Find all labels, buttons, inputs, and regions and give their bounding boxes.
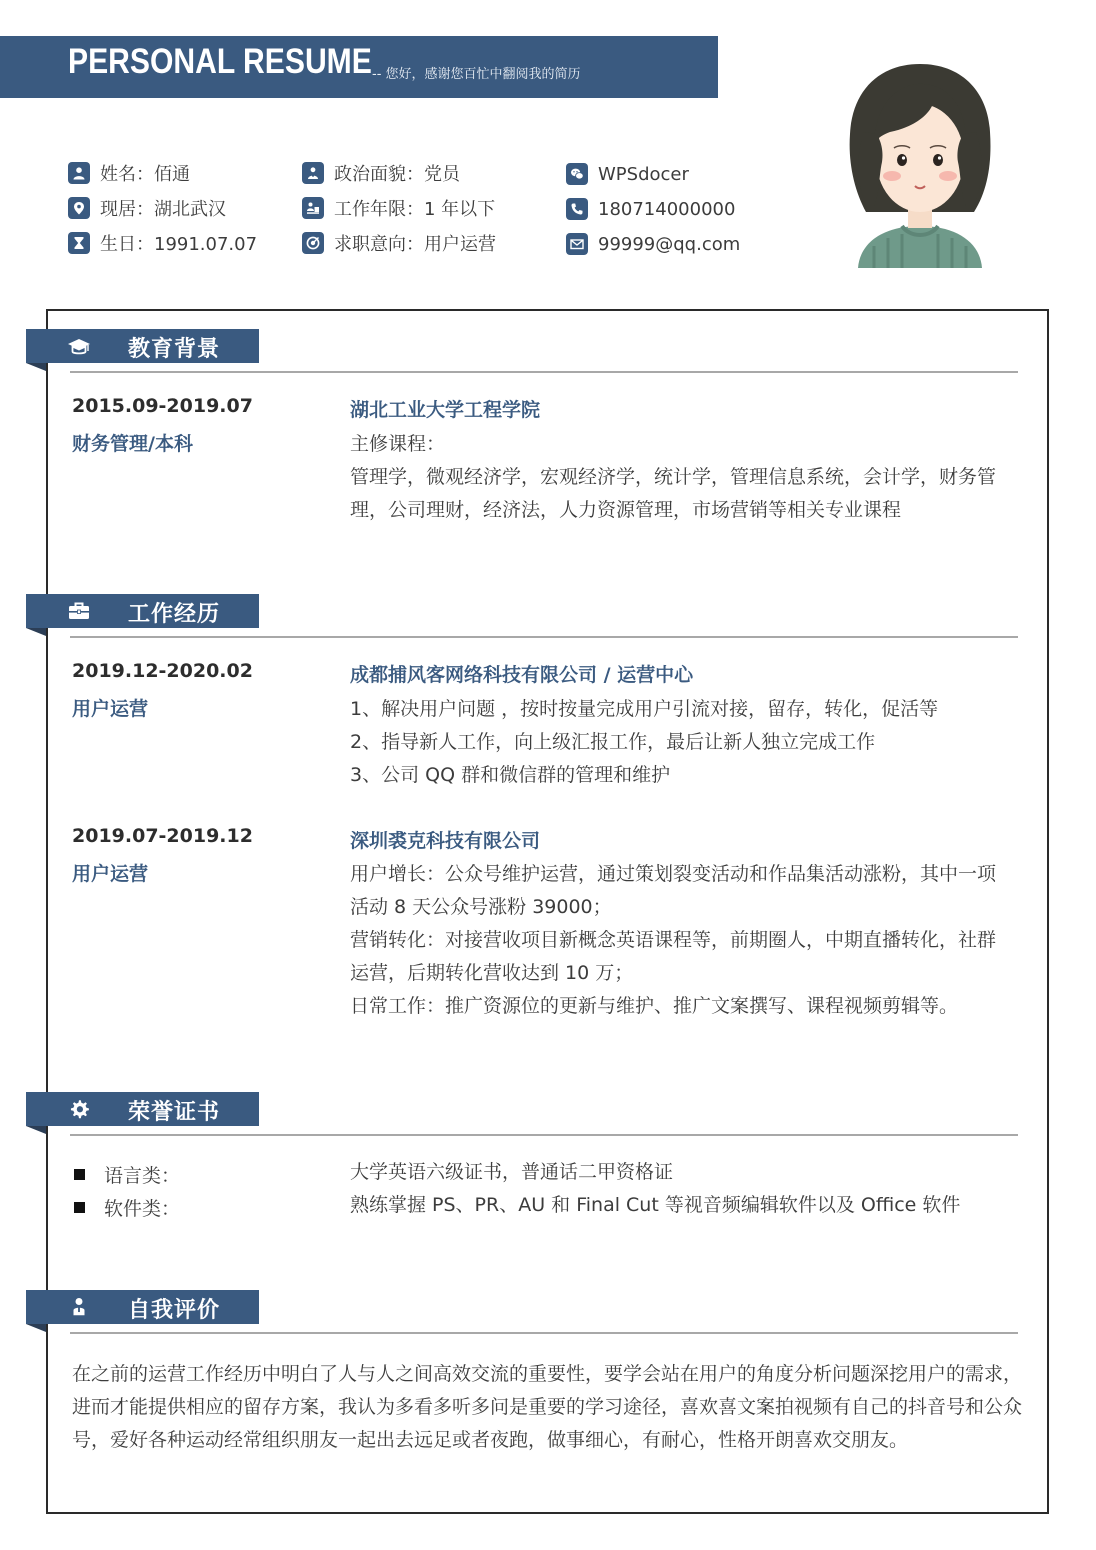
honor-label: 语言类： [104,1165,181,1187]
education-date: 2015.09-2019.07 [72,395,253,417]
info-wechat [566,162,689,186]
work-years-icon [302,197,324,219]
section-fold [26,1324,46,1332]
job-company: 深圳裘克科技有限公司 [350,830,541,852]
user-icon [68,162,90,184]
target-icon [302,232,324,254]
phone-icon [566,198,588,220]
section-title-work: 工作经历 [128,602,221,627]
avatar [840,62,1000,268]
info-name-text: 姓名：佰通 [100,164,190,185]
job-role: 用户运营 [72,863,149,885]
section-fold [26,363,46,371]
section-title-self-eval: 自我评价 [128,1298,221,1323]
gear-icon [66,1096,92,1122]
header-banner [0,36,718,98]
section-title-honors: 荣誉证书 [128,1100,221,1125]
honor-label: 软件类： [104,1198,181,1220]
job-duty: 3、公司 QQ 群和微信群的管理和维护 [350,764,671,786]
section-divider [70,636,1018,638]
info-birthday [68,231,257,255]
section-fold [26,628,46,636]
job-duty: 日常工作：推广资源位的更新与维护、推广文案撰写、课程视频剪辑等。 [350,995,959,1017]
info-email [566,232,740,256]
honor-value: 大学英语六级证书，普通话二甲资格证 [350,1161,674,1183]
job-company: 成都捕风客网络科技有限公司 / 运营中心 [350,664,694,686]
info-phone [566,197,735,221]
info-name [68,161,190,185]
info-wechat-text: WPSdocer [598,163,689,185]
mail-icon [566,233,588,255]
hourglass-icon [68,232,90,254]
graduation-cap-icon [66,334,92,360]
education-courses-label: 主修课程： [350,433,446,455]
bullet-square [74,1202,85,1213]
section-divider [70,1134,1018,1136]
section-fold [26,1126,46,1134]
wechat-icon [566,163,588,185]
info-experience [302,196,495,220]
job-date: 2019.12-2020.02 [72,660,253,682]
education-school: 湖北工业大学工程学院 [350,399,541,421]
job-duty: 2、指导新人工作，向上级汇报工作，最后让新人独立完成工作 [350,731,876,753]
badge-icon [302,162,324,184]
bullet-square [74,1169,85,1180]
info-birthday-text: 生日：1991.07.07 [100,234,258,255]
job-duty: 运营，后期转化营收达到 10 万； [350,962,634,984]
self-eval-text: 在之前的运营工作经历中明白了人与人之间高效交流的重要性，要学会站在用户的角度分析问题深挖用户的需求，进而才能提供相应的留存方案，我认为多看多听多问是重要的学习途径，喜欢喜文案拍视频有自己的抖音号和公众号，爱好各种运动经常组织朋友一起出去远足或者夜跑，做事细心，有耐心，性格开朗喜欢交朋友。 [72,1363,1023,1451]
info-location [68,196,226,220]
info-experience-text: 工作年限：1 年以下 [334,199,496,220]
education-courses-line: 理，公司理财，经济法，人力资源管理，市场营销等相关专业课程 [350,499,902,521]
job-role: 用户运营 [72,698,149,720]
job-duty: 营销转化：对接营收项目新概念英语课程等，前期圈人，中期直播转化，社群 [350,929,997,951]
job-duty: 1、解决用户问题 ，按时按量完成用户引流对接，留存，转化，促活等 [350,698,939,720]
education-major: 财务管理/本科 [72,433,193,455]
job-date: 2019.07-2019.12 [72,825,253,847]
info-location-text: 现居：湖北武汉 [100,199,226,220]
info-phone-text: 180714000000 [598,198,736,220]
honor-value: 熟练掌握 PS、PR、AU 和 Final Cut 等视音频编辑软件以及 Office 软件 [350,1194,961,1216]
job-duty: 用户增长：公众号维护运营，通过策划裂变活动和作品集活动涨粉，其中一项 [350,863,997,885]
info-objective [302,231,496,255]
person-icon [66,1294,92,1320]
info-politics-text: 政治面貌：党员 [334,164,460,185]
section-divider [70,371,1018,373]
info-objective-text: 求职意向：用户运营 [334,234,496,255]
education-courses-line: 管理学，微观经济学，宏观经济学，统计学，管理信息系统，会计学，财务管 [350,466,997,488]
resume-title: PERSONAL RESUME [68,42,372,81]
section-title-education: 教育背景 [128,337,221,362]
briefcase-icon [66,598,92,624]
info-politics [302,161,460,185]
job-duty: 活动 8 天公众号涨粉 39000； [350,896,612,918]
location-icon [68,197,90,219]
resume-subtitle: -- 您好，感谢您百忙中翻阅我的简历 [372,67,581,82]
info-email-text: 99999@qq.com [598,233,741,255]
section-divider [70,1332,1018,1334]
